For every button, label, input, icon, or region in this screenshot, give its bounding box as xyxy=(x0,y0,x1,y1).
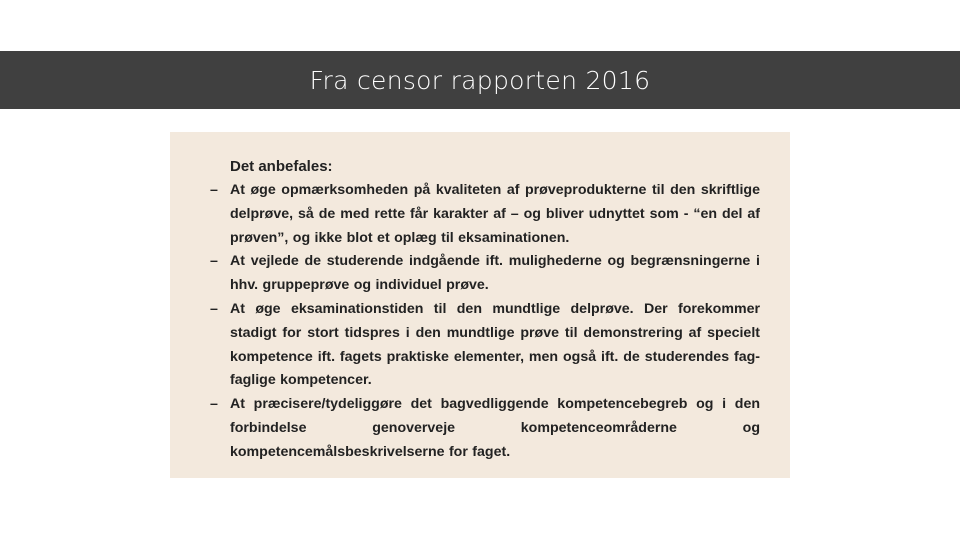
recommendation-item-4: – At præcisere/tydeliggøre det bagvedliggende kompetencebegreb og i den forbindelse genoverveje kompetenceområderne og kompetencemålsbeskrivelserne for faget. xyxy=(230,393,760,464)
recommendation-item-2: – At vejlede de studerende indgående ift. mulighederne og begrænsningerne i hhv. gruppeprøve og individuel prøve. xyxy=(230,250,760,298)
recommendation-item-1: – At øge opmærksomheden på kvaliteten af prøveprodukterne til den skriftlige delprøve, så de med rette får karakter af – og bliver udnyttet som - “en del af prøven”, og ikke blot et oplæg til eksaminationen. xyxy=(230,179,760,250)
report-excerpt-image xyxy=(170,132,790,478)
slide-title: Fra censor rapporten 2016 xyxy=(309,65,651,95)
recommendation-item-3: – At øge eksaminationstiden til den mundtlige delprøve. Der forekommer stadigt for stort tidspres i den mundtlige prøve til demonstrering af specielt kompetence ift. fagets praktiske elementer, men også ift. de studerendes fag-faglige kompetencer. xyxy=(230,298,760,393)
title-bar xyxy=(0,51,960,109)
recommendation-list xyxy=(230,179,760,465)
excerpt-heading: Det anbefales: xyxy=(230,158,333,175)
